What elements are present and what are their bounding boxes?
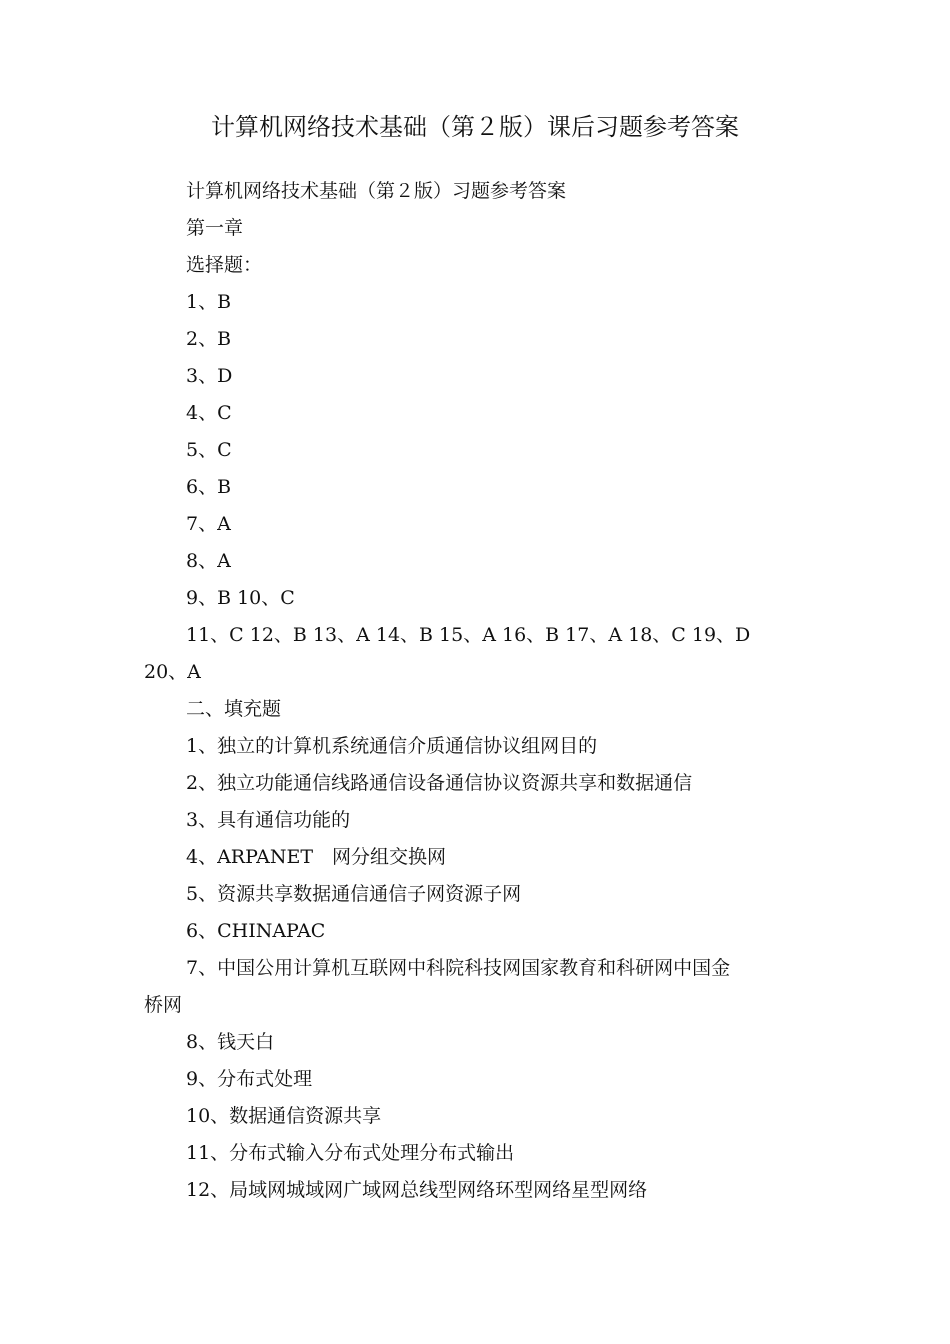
text-line: 6、CHINAPAC [186, 920, 326, 942]
text-line: 9、分布式处理 [186, 1068, 313, 1090]
text-line: 7、A [186, 513, 231, 535]
text-line: 12、局域网城域网广域网总线型网络环型网络星型网络 [186, 1179, 648, 1201]
text-line: 计算机网络技术基础（第２版）习题参考答案 [186, 180, 567, 202]
text-line: 5、C [186, 439, 232, 461]
text-line: 10、数据通信资源共享 [186, 1105, 382, 1127]
text-line: 2、独立功能通信线路通信设备通信协议资源共享和数据通信 [186, 772, 693, 794]
text-line: 1、独立的计算机系统通信介质通信协议组网目的 [186, 735, 598, 757]
text-line: 1、B [186, 291, 232, 313]
text-line: 5、资源共享数据通信通信子网资源子网 [186, 883, 522, 905]
text-line: 6、B [186, 476, 232, 498]
text-line: 4、ARPANET 网分组交换网 [186, 846, 447, 868]
text-line: 4、C [186, 402, 232, 424]
text-line: 8、A [186, 550, 231, 572]
text-line: 选择题： [186, 254, 263, 276]
text-line: 第一章 [186, 217, 244, 239]
text-line: 3、具有通信功能的 [186, 809, 351, 831]
text-line: 7、中国公用计算机互联网中科院科技网国家教育和科研网中国金 [186, 957, 731, 979]
text-line: 二、填充题 [186, 698, 282, 720]
text-line: 11、分布式输入分布式处理分布式输出 [186, 1142, 515, 1164]
text-line: 20、A [144, 661, 201, 683]
text-line: 3、D [186, 365, 233, 387]
document-title: 计算机网络技术基础（第２版）课后习题参考答案 [211, 113, 739, 141]
text-line: 8、钱天白 [186, 1031, 275, 1053]
text-line: 11、C 12、B 13、A 14、B 15、A 16、B 17、A 18、C 19、D [186, 624, 751, 646]
text-line: 桥网 [144, 994, 183, 1016]
text-line: 9、B 10、C [186, 587, 295, 609]
text-line: 2、B [186, 328, 232, 350]
document-body [144, 173, 814, 1209]
